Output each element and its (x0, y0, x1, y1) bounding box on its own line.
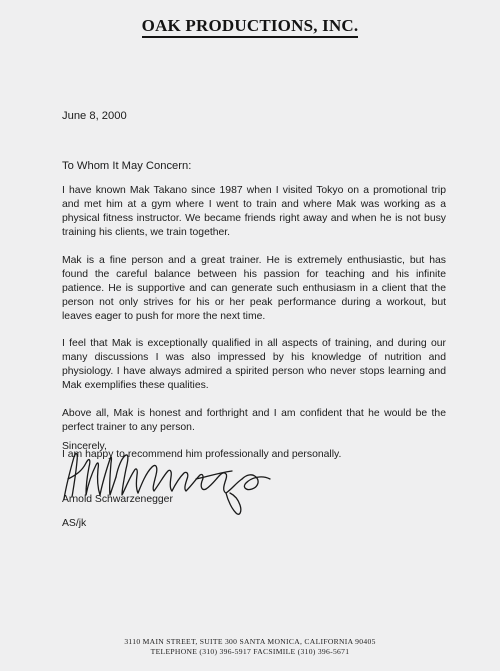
footer-phone: TELEPHONE (310) 396-5917 FACSIMILE (310) 396-5671 (150, 647, 350, 656)
closing: Sincerely, (62, 441, 107, 452)
handwritten-signature (56, 449, 286, 519)
paragraph: I am happy to recommend him professionally and personally. (62, 449, 342, 460)
letter-date: June 8, 2000 (62, 110, 127, 122)
paragraph: Above all, Mak is honest and forthright and I am confident that he would be the perfect trainer to any person. (62, 407, 446, 433)
letterhead (0, 16, 500, 36)
paragraph: I have known Mak Takano since 1987 when I visited Tokyo on a promotional trip and met him at a gym where I went to train and where Mak was working as a physical fitness instructor. We became friends right away and when he is not busy training his clients, we train together. (62, 185, 446, 238)
salutation: To Whom It May Concern: (62, 160, 192, 172)
typist-initials: AS/jk (62, 518, 87, 529)
paragraph: I feel that Mak is exceptionally qualified in all aspects of training, and during our many discussions I was also impressed by his knowledge of nutrition and physiology. I have always admired a spirited person who never stops learning and Mak exemplifies these qualities. (62, 338, 446, 391)
paragraph: Mak is a fine person and a great trainer. He is extremely enthusiastic, but has found the careful balance between his passion for teaching and his infinite patience. He is supportive and can generate such enthusiasm in a client that the person not only strives for his or her peak performance during a workout, but leaves eager to push for more the next time. (62, 254, 446, 322)
signer-name: Arnold Schwarzenegger (62, 494, 173, 505)
company-name: OAK PRODUCTIONS, INC. (142, 16, 359, 38)
letter-body (62, 184, 446, 476)
footer-address: 3110 MAIN STREET, SUITE 300 SANTA MONICA, CALIFORNIA 90405 (124, 637, 376, 646)
letterhead-footer (0, 637, 500, 657)
